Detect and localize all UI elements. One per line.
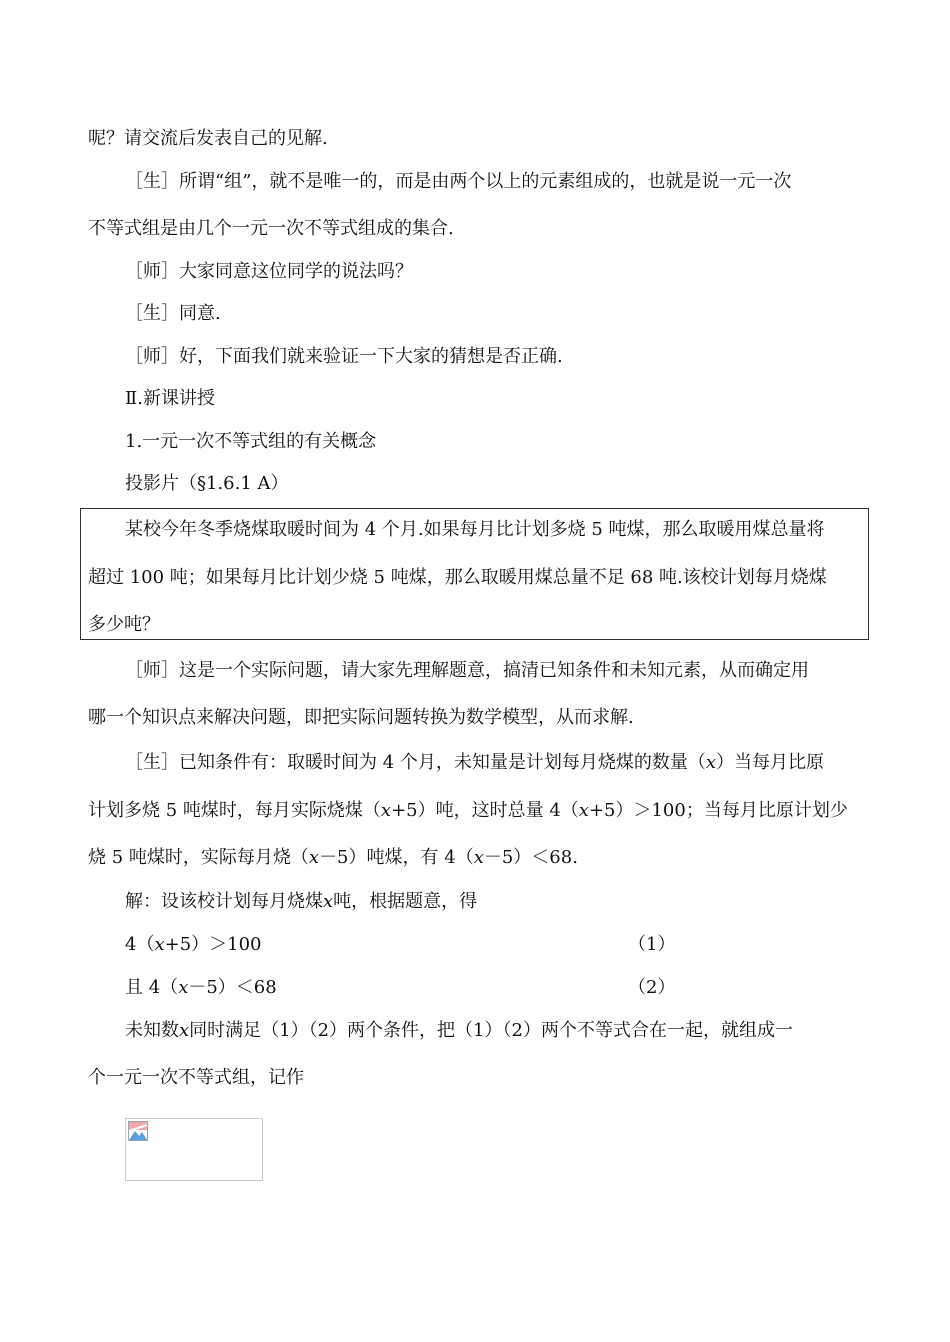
equation-number-1: （1） bbox=[628, 934, 676, 955]
paragraph: 计划多烧 5 吨煤时，每月实际烧煤（x+5）吨，这时总量 4（x+5）＞100；当每月比原计划少 bbox=[88, 800, 848, 821]
problem-text: 多少吨？ bbox=[88, 614, 160, 635]
problem-text: 超过 100 吨；如果每月比计划少烧 5 吨煤，那么取暖用煤总量不足 68 吨.该校计划每月烧煤 bbox=[88, 567, 827, 588]
inequality-2: 且 4（x－5）＜68 bbox=[125, 977, 277, 998]
paragraph: 个一元一次不等式组，记作 bbox=[88, 1067, 304, 1088]
paragraph: 哪一个知识点来解决问题，即把实际问题转换为数学模型，从而求解. bbox=[88, 707, 634, 728]
section-heading: Ⅱ.新课讲授 bbox=[125, 388, 215, 409]
subsection-heading: 1.一元一次不等式组的有关概念 bbox=[125, 431, 377, 452]
paragraph: 不等式组是由几个一元一次不等式组成的集合. bbox=[88, 218, 454, 239]
solution-intro: 解：设该校计划每月烧煤x吨，根据题意，得 bbox=[125, 891, 478, 912]
paragraph: ［生］同意. bbox=[125, 303, 221, 324]
paragraph: 未知数x同时满足（1）（2）两个条件，把（1）（2）两个不等式合在一起，就组成一 bbox=[125, 1020, 793, 1041]
problem-text: 某校今年冬季烧煤取暖时间为 4 个月.如果每月比计划多烧 5 吨煤，那么取暖用煤总量将 bbox=[125, 519, 825, 540]
equation-number-2: （2） bbox=[628, 977, 676, 998]
paragraph: ［师］大家同意这位同学的说法吗？ bbox=[125, 261, 413, 282]
paragraph: ［师］好，下面我们就来验证一下大家的猜想是否正确. bbox=[125, 346, 563, 367]
paragraph: 呢？请交流后发表自己的见解. bbox=[88, 128, 328, 149]
paragraph: ［师］这是一个实际问题，请大家先理解题意，搞清已知条件和未知元素，从而确定用 bbox=[125, 660, 809, 681]
paragraph: ［生］已知条件有：取暖时间为 4 个月，未知量是计划每月烧煤的数量（x）当每月比原 bbox=[125, 752, 825, 773]
inequality-1: 4（x+5）＞100 bbox=[125, 934, 262, 955]
broken-image-placeholder bbox=[125, 1118, 263, 1181]
paragraph: 烧 5 吨煤时，实际每月烧（x－5）吨煤，有 4（x－5）＜68. bbox=[88, 847, 578, 868]
broken-image-icon bbox=[128, 1121, 148, 1141]
paragraph: ［生］所谓“组”，就不是唯一的，而是由两个以上的元素组成的，也就是说一元一次 bbox=[125, 171, 792, 192]
slide-reference: 投影片（§1.6.1 A） bbox=[125, 473, 289, 494]
